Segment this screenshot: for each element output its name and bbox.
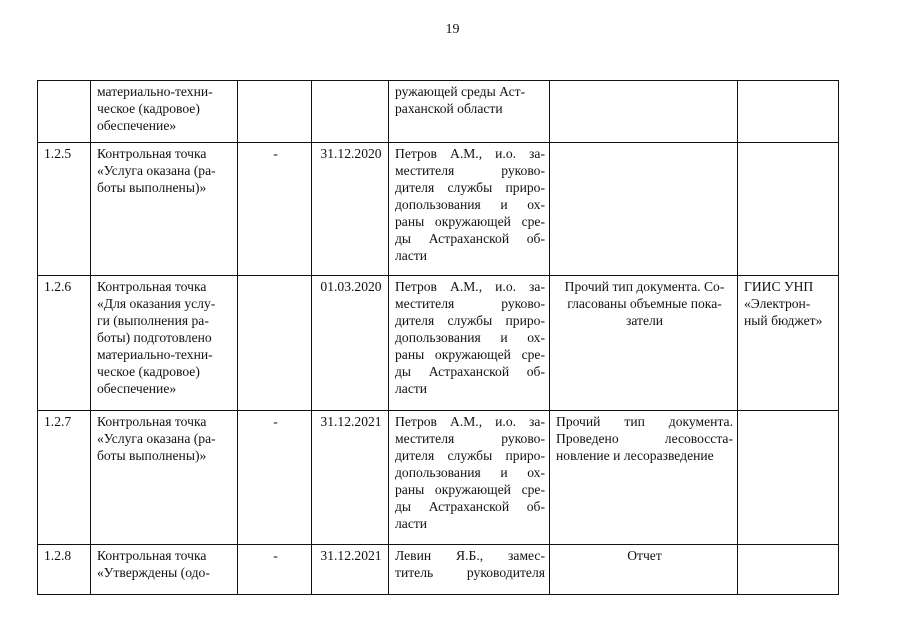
row-number-cell xyxy=(38,81,91,143)
date-cell: 31.12.2021 xyxy=(312,545,389,595)
date-cell: 31.12.2021 xyxy=(312,411,389,545)
responsible-line: титель руководителя xyxy=(395,565,545,580)
control-points-table xyxy=(37,80,839,595)
dash-cell: - xyxy=(238,411,312,545)
responsible-line: дителя службы приро- xyxy=(395,180,545,195)
row-number-cell: 1.2.6 xyxy=(38,276,91,411)
control-point-title-cell xyxy=(91,81,238,143)
table-row xyxy=(38,411,839,545)
title-line: «Услуга оказана (ра- xyxy=(97,431,216,446)
document-type-cell xyxy=(550,411,738,545)
title-line: Контрольная точка xyxy=(97,146,207,161)
responsible-line: ды Астраханской об- xyxy=(395,499,545,514)
responsible-line: Петров А.М., и.о. за- xyxy=(395,279,545,294)
responsible-cell xyxy=(389,276,550,411)
title-line: ческое (кадровое) xyxy=(97,364,200,379)
information-system-cell xyxy=(738,411,839,545)
information-system-cell xyxy=(738,143,839,276)
title-line: материально-техни- xyxy=(97,84,213,99)
table-row xyxy=(38,276,839,411)
row-number-cell: 1.2.8 xyxy=(38,545,91,595)
dash-cell xyxy=(238,276,312,411)
control-point-title-cell xyxy=(91,545,238,595)
responsible-line: ласти xyxy=(395,381,428,396)
title-line: Контрольная точка xyxy=(97,548,207,563)
document-type-cell xyxy=(550,143,738,276)
information-system-line: ГИИС УНП xyxy=(744,279,814,294)
information-system-cell xyxy=(738,81,839,143)
responsible-line: раны окружающей сре- xyxy=(395,347,545,362)
responsible-line: дителя службы приро- xyxy=(395,448,545,463)
title-line: обеспечение» xyxy=(97,381,177,396)
control-point-title-cell xyxy=(91,276,238,411)
responsible-line: дителя службы приро- xyxy=(395,313,545,328)
document-type-line: Проведено лесовосста- xyxy=(556,431,733,446)
title-line: боты выполнены)» xyxy=(97,180,207,195)
responsible-line: ды Астраханской об- xyxy=(395,364,545,379)
responsible-cell xyxy=(389,545,550,595)
responsible-cell xyxy=(389,81,550,143)
responsible-line: раханской области xyxy=(395,101,503,116)
title-line: ги (выполнения ра- xyxy=(97,313,209,328)
responsible-line: допользования и ох- xyxy=(395,465,545,480)
document-type-line: гласованы объемные пока- xyxy=(567,296,722,311)
title-line: боты) подготовлено xyxy=(97,330,212,345)
responsible-line: местителя руково- xyxy=(395,431,545,446)
date-cell xyxy=(312,81,389,143)
information-system-line: ный бюджет» xyxy=(744,313,823,328)
responsible-line: раны окружающей сре- xyxy=(395,214,545,229)
responsible-line: местителя руково- xyxy=(395,163,545,178)
document-type-line: затели xyxy=(625,313,664,328)
table-row xyxy=(38,143,839,276)
information-system-cell xyxy=(738,276,839,411)
responsible-line: допользования и ох- xyxy=(395,197,545,212)
dash-cell xyxy=(238,81,312,143)
page-number: 19 xyxy=(445,22,460,37)
responsible-line: допользования и ох- xyxy=(395,330,545,345)
table-row xyxy=(38,81,839,143)
responsible-line: ды Астраханской об- xyxy=(395,231,545,246)
control-point-title-cell xyxy=(91,411,238,545)
information-system-cell xyxy=(738,545,839,595)
document-type-cell xyxy=(550,276,738,411)
document-type-line: новление и лесоразведение xyxy=(556,448,714,463)
document-type-cell xyxy=(550,81,738,143)
dash-cell: - xyxy=(238,545,312,595)
table-row xyxy=(38,545,839,595)
document-type-cell xyxy=(550,545,738,595)
responsible-line: Петров А.М., и.о. за- xyxy=(395,146,545,161)
information-system-line: «Электрон- xyxy=(744,296,811,311)
responsible-line: ласти xyxy=(395,516,428,531)
title-line: Контрольная точка xyxy=(97,414,207,429)
title-line: «Услуга оказана (ра- xyxy=(97,163,216,178)
responsible-line: Левин Я.Б., замес- xyxy=(395,548,545,563)
row-number-cell: 1.2.7 xyxy=(38,411,91,545)
document-type-line: Прочий тип документа. xyxy=(556,414,733,429)
document-type-line: Прочий тип документа. Со- xyxy=(564,279,725,294)
responsible-line: ласти xyxy=(395,248,428,263)
title-line: материально-техни- xyxy=(97,347,213,362)
title-line: Контрольная точка xyxy=(97,279,207,294)
responsible-line: местителя руково- xyxy=(395,296,545,311)
responsible-cell xyxy=(389,411,550,545)
responsible-cell xyxy=(389,143,550,276)
document-type-line: Отчет xyxy=(627,548,662,563)
responsible-line: ружающей среды Аст- xyxy=(395,84,526,99)
title-line: ческое (кадровое) xyxy=(97,101,200,116)
responsible-line: раны окружающей сре- xyxy=(395,482,545,497)
title-line: «Утверждены (одо- xyxy=(97,565,210,580)
title-line: боты выполнены)» xyxy=(97,448,207,463)
date-cell: 31.12.2020 xyxy=(312,143,389,276)
title-line: обеспечение» xyxy=(97,118,177,133)
control-point-title-cell xyxy=(91,143,238,276)
dash-cell: - xyxy=(238,143,312,276)
responsible-line: Петров А.М., и.о. за- xyxy=(395,414,545,429)
row-number-cell: 1.2.5 xyxy=(38,143,91,276)
date-cell: 01.03.2020 xyxy=(312,276,389,411)
title-line: «Для оказания услу- xyxy=(97,296,216,311)
